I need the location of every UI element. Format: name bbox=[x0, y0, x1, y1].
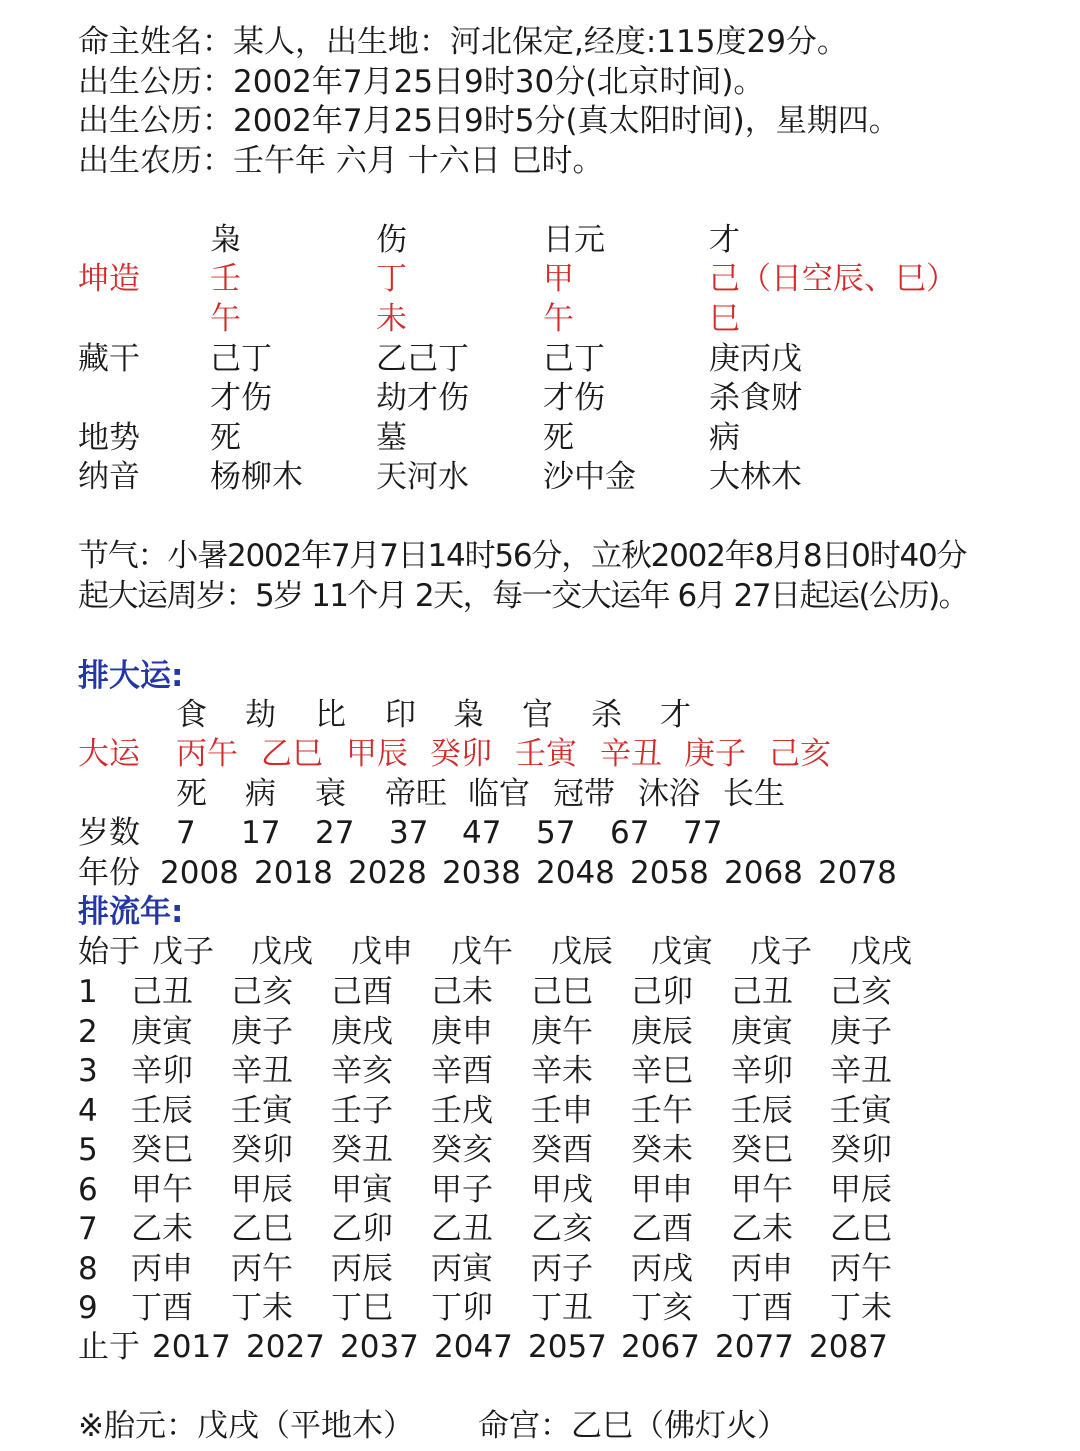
liunian-cell: 辛酉 bbox=[431, 1053, 493, 1089]
dayun-stage: 死 bbox=[176, 776, 207, 812]
label-start: 始于 bbox=[78, 934, 140, 970]
liunian-cell: 己未 bbox=[431, 974, 493, 1010]
liunian-start: 戊申 bbox=[351, 934, 413, 970]
label-canggan: 藏干 bbox=[78, 341, 140, 377]
liunian-end: 2027 bbox=[246, 1329, 325, 1365]
liunian-cell: 乙未 bbox=[131, 1211, 193, 1247]
dayun-year: 2048 bbox=[536, 855, 615, 891]
liunian-cell: 丁亥 bbox=[631, 1290, 693, 1326]
liunian-cell: 庚子 bbox=[830, 1014, 892, 1050]
liunian-cell: 癸卯 bbox=[231, 1132, 293, 1168]
liunian-cell: 辛卯 bbox=[731, 1053, 793, 1089]
ten-god-month: 伤 bbox=[376, 222, 407, 258]
dayun-god: 官 bbox=[522, 697, 553, 733]
stem-day: 甲 bbox=[543, 261, 574, 297]
ten-god-hour: 才 bbox=[709, 222, 740, 258]
liunian-cell: 壬午 bbox=[631, 1093, 693, 1129]
liunian-row-number: 6 bbox=[78, 1172, 98, 1208]
canggan-year: 己丁 bbox=[210, 341, 272, 377]
dayun-pillar: 癸卯 bbox=[430, 736, 492, 772]
dayun-stage: 冠带 bbox=[553, 776, 615, 812]
liunian-row-number: 9 bbox=[78, 1290, 98, 1326]
dayun-age: 77 bbox=[683, 815, 723, 851]
liunian-cell: 丁酉 bbox=[131, 1290, 193, 1326]
liunian-cell: 辛未 bbox=[531, 1053, 593, 1089]
liunian-cell: 己酉 bbox=[331, 974, 393, 1010]
dayun-stage: 衰 bbox=[315, 776, 346, 812]
liunian-cell: 壬辰 bbox=[131, 1093, 193, 1129]
liunian-end: 2087 bbox=[809, 1329, 888, 1365]
liunian-cell: 庚戌 bbox=[331, 1014, 393, 1050]
dayun-year: 2028 bbox=[348, 855, 427, 891]
dayun-year: 2018 bbox=[254, 855, 333, 891]
label-dishi: 地势 bbox=[78, 420, 140, 456]
liunian-cell: 癸巳 bbox=[731, 1132, 793, 1168]
canggan-month: 乙己丁 bbox=[376, 341, 469, 377]
dishi-day: 死 bbox=[543, 420, 574, 456]
liunian-cell: 己卯 bbox=[631, 974, 693, 1010]
liunian-cell: 甲戌 bbox=[531, 1172, 593, 1208]
canggan-day: 己丁 bbox=[543, 341, 605, 377]
dayun-year: 2038 bbox=[442, 855, 521, 891]
dishi-hour: 病 bbox=[709, 420, 740, 456]
liunian-end: 2017 bbox=[152, 1329, 231, 1365]
liunian-cell: 丁未 bbox=[231, 1290, 293, 1326]
liunian-cell: 壬子 bbox=[331, 1093, 393, 1129]
liunian-cell: 癸未 bbox=[631, 1132, 693, 1168]
liunian-cell: 庚申 bbox=[431, 1014, 493, 1050]
liunian-cell: 辛巳 bbox=[631, 1053, 693, 1089]
jieqi-line: 节气：小暑2002年7月7日14时56分，立秋2002年8月8日0时40分 bbox=[78, 538, 967, 574]
liunian-row-number: 2 bbox=[78, 1014, 98, 1050]
dayun-age: 47 bbox=[462, 815, 502, 851]
dayun-god: 食 bbox=[176, 697, 207, 733]
liunian-cell: 甲午 bbox=[731, 1172, 793, 1208]
liunian-cell: 甲辰 bbox=[231, 1172, 293, 1208]
liunian-start: 戊子 bbox=[152, 934, 214, 970]
dayun-pillar: 辛丑 bbox=[600, 736, 662, 772]
liunian-start: 戊戌 bbox=[251, 934, 313, 970]
liunian-cell: 己亥 bbox=[830, 974, 892, 1010]
liunian-cell: 庚午 bbox=[531, 1014, 593, 1050]
liunian-end: 2077 bbox=[715, 1329, 794, 1365]
label-end: 止于 bbox=[78, 1329, 140, 1365]
stem-month: 丁 bbox=[376, 261, 407, 297]
label-nayin: 纳音 bbox=[78, 459, 140, 495]
nayin-day: 沙中金 bbox=[543, 459, 636, 495]
dayun-pillar: 甲辰 bbox=[346, 736, 408, 772]
dayun-pillar: 乙巳 bbox=[261, 736, 323, 772]
dayun-pillar: 壬寅 bbox=[515, 736, 577, 772]
liunian-end: 2057 bbox=[528, 1329, 607, 1365]
liunian-cell: 丁巳 bbox=[331, 1290, 393, 1326]
liunian-cell: 乙巳 bbox=[830, 1211, 892, 1247]
liunian-cell: 乙卯 bbox=[331, 1211, 393, 1247]
liunian-end: 2047 bbox=[434, 1329, 513, 1365]
liunian-cell: 辛卯 bbox=[131, 1053, 193, 1089]
ten-god-day: 日元 bbox=[543, 222, 605, 258]
canggan-hour: 庚丙戊 bbox=[709, 341, 802, 377]
liunian-cell: 癸亥 bbox=[431, 1132, 493, 1168]
liunian-row-number: 4 bbox=[78, 1093, 98, 1129]
dayun-god: 比 bbox=[315, 697, 346, 733]
canggan-gods-day: 才伤 bbox=[543, 380, 605, 416]
liunian-cell: 乙丑 bbox=[431, 1211, 493, 1247]
liunian-cell: 乙巳 bbox=[231, 1211, 293, 1247]
liunian-cell: 己亥 bbox=[231, 974, 293, 1010]
liunian-start: 戊子 bbox=[750, 934, 812, 970]
liunian-cell: 庚子 bbox=[231, 1014, 293, 1050]
liunian-cell: 丁酉 bbox=[731, 1290, 793, 1326]
branch-day: 午 bbox=[543, 301, 574, 337]
taiyuan: ※胎元：戊戌（平地木） bbox=[78, 1408, 414, 1444]
solar-birth-true-solar: 出生公历：2002年7月25日9时5分(真太阳时间)，星期四。 bbox=[78, 103, 900, 139]
liunian-cell: 己丑 bbox=[131, 974, 193, 1010]
liunian-cell: 庚寅 bbox=[731, 1014, 793, 1050]
liunian-cell: 丙寅 bbox=[431, 1251, 493, 1287]
canggan-gods-hour: 杀食财 bbox=[709, 380, 802, 416]
liunian-cell: 己巳 bbox=[531, 974, 593, 1010]
liunian-cell: 壬戌 bbox=[431, 1093, 493, 1129]
dayun-age: 17 bbox=[241, 815, 281, 851]
liunian-cell: 丙午 bbox=[231, 1251, 293, 1287]
dayun-age: 7 bbox=[176, 815, 196, 851]
liunian-cell: 丙子 bbox=[531, 1251, 593, 1287]
liunian-row-number: 7 bbox=[78, 1211, 98, 1247]
liunian-end: 2067 bbox=[621, 1329, 700, 1365]
liunian-cell: 甲辰 bbox=[830, 1172, 892, 1208]
liunian-cell: 庚寅 bbox=[131, 1014, 193, 1050]
stem-year: 壬 bbox=[210, 261, 241, 297]
liunian-cell: 辛丑 bbox=[830, 1053, 892, 1089]
liunian-cell: 丙辰 bbox=[331, 1251, 393, 1287]
dayun-age: 67 bbox=[610, 815, 650, 851]
label-dayun: 大运 bbox=[78, 736, 140, 772]
dayun-heading: 排大运: bbox=[78, 658, 184, 694]
liunian-cell: 壬申 bbox=[531, 1093, 593, 1129]
dayun-stage: 病 bbox=[245, 776, 276, 812]
dayun-stage: 帝旺 bbox=[385, 776, 447, 812]
liunian-row-number: 3 bbox=[78, 1053, 98, 1089]
liunian-cell: 甲子 bbox=[431, 1172, 493, 1208]
qiyun-line: 起大运周岁：5岁 11个月 2天，每一交大运年 6月 27日起运(公历)。 bbox=[78, 578, 969, 614]
liunian-start: 戊戌 bbox=[850, 934, 912, 970]
branch-year: 午 bbox=[210, 301, 241, 337]
dayun-age: 57 bbox=[536, 815, 576, 851]
liunian-cell: 丁丑 bbox=[531, 1290, 593, 1326]
canggan-gods-month: 劫才伤 bbox=[376, 380, 469, 416]
label-year: 年份 bbox=[78, 855, 140, 891]
liunian-cell: 庚辰 bbox=[631, 1014, 693, 1050]
liunian-cell: 壬辰 bbox=[731, 1093, 793, 1129]
dayun-pillar: 庚子 bbox=[684, 736, 746, 772]
dishi-month: 墓 bbox=[376, 420, 407, 456]
label-age: 岁数 bbox=[78, 815, 140, 851]
lunar-birth: 出生农历：壬午年 六月 十六日 巳时。 bbox=[78, 143, 604, 179]
minggong: 命宫：乙巳（佛灯火） bbox=[478, 1408, 788, 1444]
liunian-cell: 丙戌 bbox=[631, 1251, 693, 1287]
dayun-year: 2008 bbox=[160, 855, 239, 891]
liunian-cell: 丙申 bbox=[731, 1251, 793, 1287]
liunian-cell: 甲申 bbox=[631, 1172, 693, 1208]
nayin-month: 天河水 bbox=[376, 459, 469, 495]
liunian-cell: 癸丑 bbox=[331, 1132, 393, 1168]
liunian-cell: 辛丑 bbox=[231, 1053, 293, 1089]
nayin-hour: 大林木 bbox=[709, 459, 802, 495]
dayun-god: 杀 bbox=[591, 697, 622, 733]
dayun-year: 2058 bbox=[630, 855, 709, 891]
liunian-start: 戊午 bbox=[451, 934, 513, 970]
liunian-cell: 乙未 bbox=[731, 1211, 793, 1247]
liunian-row-number: 1 bbox=[78, 974, 98, 1010]
dayun-age: 37 bbox=[389, 815, 429, 851]
dayun-pillar: 己亥 bbox=[769, 736, 831, 772]
liunian-cell: 甲寅 bbox=[331, 1172, 393, 1208]
liunian-cell: 丙午 bbox=[830, 1251, 892, 1287]
liunian-cell: 辛亥 bbox=[331, 1053, 393, 1089]
liunian-cell: 癸卯 bbox=[830, 1132, 892, 1168]
ten-god-year: 枭 bbox=[210, 222, 241, 258]
liunian-cell: 癸酉 bbox=[531, 1132, 593, 1168]
stem-hour: 己（日空辰、巳） bbox=[709, 261, 957, 297]
liunian-cell: 乙亥 bbox=[531, 1211, 593, 1247]
liunian-row-number: 8 bbox=[78, 1251, 98, 1287]
dayun-stage: 沐浴 bbox=[638, 776, 700, 812]
dayun-year: 2068 bbox=[724, 855, 803, 891]
liunian-cell: 乙酉 bbox=[631, 1211, 693, 1247]
dayun-age: 27 bbox=[315, 815, 355, 851]
liunian-cell: 己丑 bbox=[731, 974, 793, 1010]
branch-month: 未 bbox=[376, 301, 407, 337]
liunian-cell: 丁未 bbox=[830, 1290, 892, 1326]
label-kunzao: 坤造 bbox=[78, 261, 140, 297]
liunian-cell: 丙申 bbox=[131, 1251, 193, 1287]
dishi-year: 死 bbox=[210, 420, 241, 456]
dayun-stage: 临官 bbox=[468, 776, 530, 812]
dayun-god: 印 bbox=[385, 697, 416, 733]
dayun-year: 2078 bbox=[818, 855, 897, 891]
liunian-row-number: 5 bbox=[78, 1132, 98, 1168]
dayun-stage: 长生 bbox=[723, 776, 785, 812]
dayun-god: 劫 bbox=[245, 697, 276, 733]
name-line: 命主姓名：某人，出生地：河北保定,经度:115度29分。 bbox=[78, 24, 848, 60]
liunian-cell: 癸巳 bbox=[131, 1132, 193, 1168]
dayun-god: 才 bbox=[660, 697, 691, 733]
liunian-cell: 丁卯 bbox=[431, 1290, 493, 1326]
dayun-pillar: 丙午 bbox=[176, 736, 238, 772]
canggan-gods-year: 才伤 bbox=[210, 380, 272, 416]
liunian-cell: 壬寅 bbox=[231, 1093, 293, 1129]
liunian-heading: 排流年: bbox=[78, 894, 184, 930]
liunian-end: 2037 bbox=[340, 1329, 419, 1365]
branch-hour: 巳 bbox=[709, 301, 740, 337]
liunian-cell: 壬寅 bbox=[830, 1093, 892, 1129]
liunian-cell: 甲午 bbox=[131, 1172, 193, 1208]
liunian-start: 戊寅 bbox=[651, 934, 713, 970]
solar-birth-beijing: 出生公历：2002年7月25日9时30分(北京时间)。 bbox=[78, 64, 765, 100]
liunian-start: 戊辰 bbox=[551, 934, 613, 970]
nayin-year: 杨柳木 bbox=[210, 459, 303, 495]
dayun-god: 枭 bbox=[453, 697, 484, 733]
